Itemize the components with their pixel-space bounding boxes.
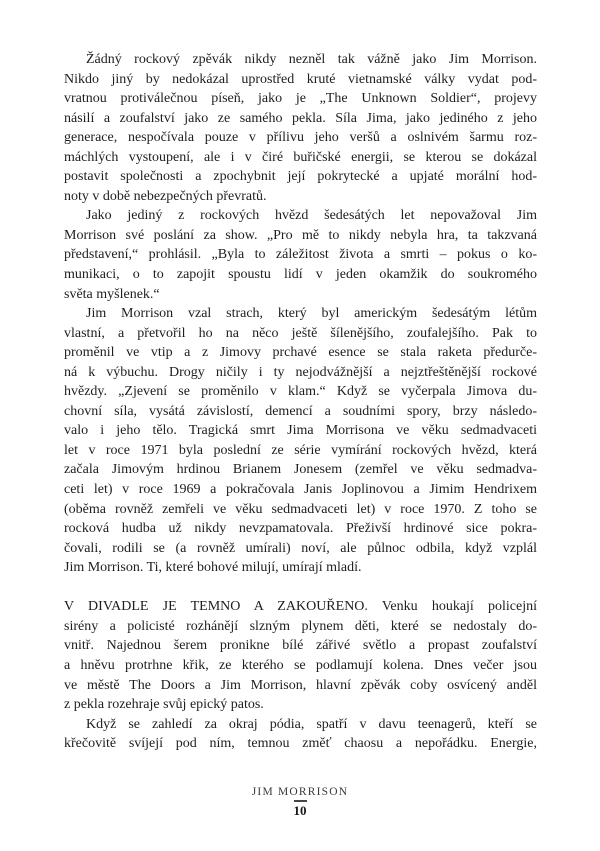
text-line: Když se zahledí za okraj pódia, spatří v davu teenagerů, kteří se [86,716,537,732]
text-line: vratnou protiválečnou píseň, jako je „The Unknown Soldier“, projevy [64,91,537,107]
text-line: postavit společnosti a zpochybnit její pokrytecké a upjaté morální hod- [64,169,537,185]
text-line: z pekla rozehraje svůj epický patos. [64,697,264,713]
text-line: chovní síla, vysátá závislostí, demencí a soudními spory, brzy následo- [64,403,537,419]
text-line: křečovitě svíjejí pod ním, temnou změť chaosu a nepořádku. Energie, [64,736,537,752]
text-line: rocková hudba už nikdy nevzpamatovala. Přeživší hrdinové sice pokra- [64,521,537,537]
paragraph [64,50,537,206]
paragraph [64,715,537,754]
text-line: ceti let) v roce 1969 a pokračovala Janis Joplinovou a Jimim Hendrixem [64,482,537,498]
text-line: valo i jeho tělo. Tragická smrt Jima Morrisona ve věku sedmadvaceti [64,423,537,439]
paragraph [64,206,537,304]
text-line: Jim Morrison. Ti, které bohové milují, umírají mladí. [64,560,362,576]
text-line: sirény a policisté rozhánějí slzným plynem děti, které se nedostaly do- [64,618,537,634]
paragraph [64,597,537,714]
page-number: 10 [293,803,307,818]
running-head: JIM MORRISON [251,786,349,798]
text-line: máchlých vystoupení, ale i v čiré buřičské energii, se kterou se dokázal [64,149,537,165]
text-line: noty v době nebezpečných převratů. [64,188,267,204]
text-line: Jim Morrison vzal strach, který byl americkým šedesátým létům [86,306,537,322]
text-line: Nikdo jiný by nedokázal uprostřed kruté vietnamské války vydat pod- [64,71,537,87]
text-line: ve městě The Doors a Jim Morrison, hlavní zpěvák coby osvícený anděl [64,677,537,693]
text-line: munikaci, o to zapojit spoustu lidí v jeden okamžik do soukromého [64,267,537,283]
page-footer [0,786,600,819]
text-line: (oběma rovněž zemřeli ve věku sedmadvaceti let) v roce 1970. Z toho se [64,501,537,517]
page-text-block [64,50,537,754]
text-line: hvězdy. „Zjevení se proměnilo v klam.“ Když se vyčerpala Jimova du- [64,384,537,400]
text-line: vnitř. Najednou šerem pronikne bílé zářivé světlo a propast zoufalství [64,638,537,654]
text-line: generace, nespočívala pouze v přílivu jeho veršů a oslnivém šarmu roz- [64,130,537,146]
text-line: ná k výbuchu. Drogy ničily i ty nejodvážnější a nejztřeštěnější rockové [64,364,537,380]
text-line: čovali, rodili se (a rovněž umírali) noví, ale půlnoc odbila, když vzplál [64,540,537,556]
paragraph [64,304,537,578]
text-line: začala Jimovým hrdinou Brianem Jonesem (zemřel ve věku sedmadva- [64,462,537,478]
text-line: let v roce 1971 byla poslední ze série vymírání rockových hvězd, která [64,442,537,458]
text-line: představení,“ prohlásil. „Byla to záležitost života a smrti – pokus o ko- [64,247,537,263]
text-line: Morrison své poslání za show. „Pro mě to nikdy nebyla hra, ta takzvaná [64,227,537,243]
text-line: Žádný rockový zpěvák nikdy nezněl tak vážně jako Jim Morrison. [86,52,537,67]
text-line: světa myšlenek.“ [64,286,160,302]
text-line: proměnil ve vtip a z Jimovy prchavé esence se stala raketa předurče- [64,345,537,361]
text-line: a hněvu protrhne křik, ze kterého se podlamují kolena. Dnes večer jsou [64,657,537,673]
text-line: V DIVADLE JE TEMNO A ZAKOUŘENO. Venku houkají policejní [64,599,537,615]
text-line: násilí a zoufalství jako ze samého pekla. Síla Jima, jako jediného z jeho [64,110,537,126]
text-line: vlastní, a přetvořil ho na něco ještě šílenějšího, zoufalejšího. Pak to [64,325,537,341]
footer-rule [294,800,307,802]
text-line: Jako jediný z rockových hvězd šedesátých let nepovažoval Jim [86,208,537,224]
